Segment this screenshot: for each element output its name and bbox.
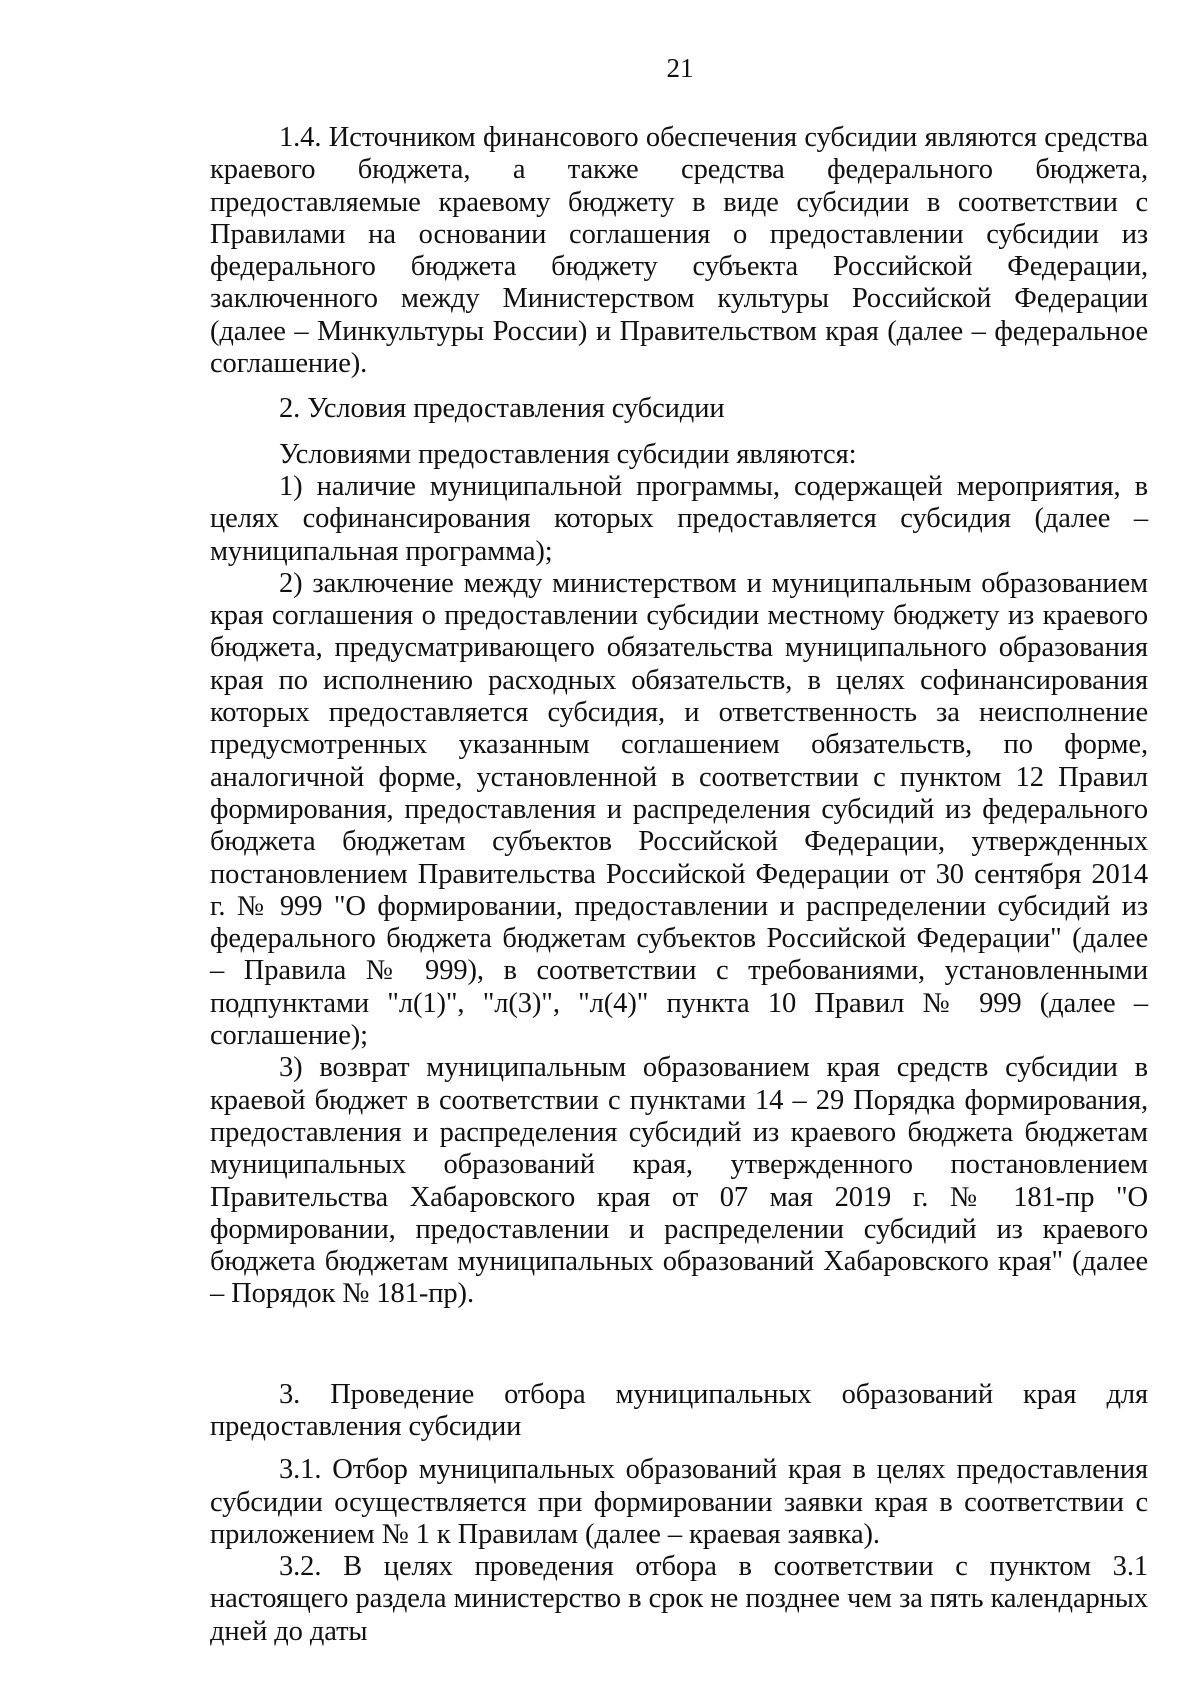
document-body bbox=[210, 122, 1148, 1648]
paragraph-1-4: 1.4. Источником финансового обеспечения субсидии являются средства краевого бюджета, а также средства федерального бюджета, предоставляемые краевому бюджету в виде субсидии в соответствии с Правилами на основании соглашения о предоставлении субсидии из федерального бюджета бюджету субъекта Российской Федерации, заключенного между Министерством культуры Российской Федерации (далее – Минкультуры России) и Правительством края (далее – федеральное соглашение). bbox=[210, 122, 1148, 380]
page-number: 21 bbox=[666, 53, 694, 83]
condition-2: 2) заключение между министерством и муниципальным образованием края соглашения о предоставлении субсидии местному бюджету из краевого бюджета, предусматривающего обязательства муниципального образования края по исполнению расходных обязательств, в целях софинансирования которых предоставляется субсидия, и ответственность за неисполнение предусмотренных указанным соглашением обязательств, по форме, аналогичной форме, установленной в соответствии с пунктом 12 Правил формирования, предоставления и распределения субсидий из федерального бюджета бюджетам субъектов Российской Федерации, утвержденных постановлением Правительства Российской Федерации от 30 сентября 2014 г. № 999 "О формировании, предоставлении и распределении субсидий из федерального бюджета бюджетам субъектов Российской Федерации" (далее – Правила № 999), в соответствии с требованиями, установленными подпунктами "л(1)", "л(3)", "л(4)" пункта 10 Правил № 999 (далее – соглашение); bbox=[210, 567, 1148, 1052]
paragraph-3-2: 3.2. В целях проведения отбора в соответствии с пунктом 3.1 настоящего раздела министерство в срок не позднее чем за пять календарных дней до даты bbox=[210, 1551, 1148, 1647]
section-2-heading: 2. Условия предоставления субсидии bbox=[279, 393, 725, 425]
paragraph-3-1: 3.1. Отбор муниципальных образований края в целях предоставления субсидии осуществляется при формировании заявки края в соответствии с приложением № 1 к Правилам (далее – краевая заявка). bbox=[210, 1454, 1148, 1550]
section-3-heading: 3. Проведение отбора муниципальных образований края для предоставления субсидии bbox=[210, 1378, 1148, 1442]
conditions-intro: Условиями предоставления субсидии являются: bbox=[279, 438, 857, 470]
condition-1: 1) наличие муниципальной программы, содержащей мероприятия, в целях софинансирования которых предоставляется субсидия (далее – муниципальная программа); bbox=[210, 470, 1148, 567]
condition-3: 3) возврат муниципальным образованием края средств субсидии в краевой бюджет в соответствии с пунктами 14 – 29 Порядка формирования, предоставления и распределения субсидий из краевого бюджета бюджетам муниципальных образований края, утвержденного постановлением Правительства Хабаровского края от 07 мая 2019 г. № 181-пр "О формировании, предоставлении и распределении субсидий из краевого бюджета бюджетам муниципальных образований Хабаровского края" (далее – Порядок № 181-пр). bbox=[210, 1052, 1148, 1310]
